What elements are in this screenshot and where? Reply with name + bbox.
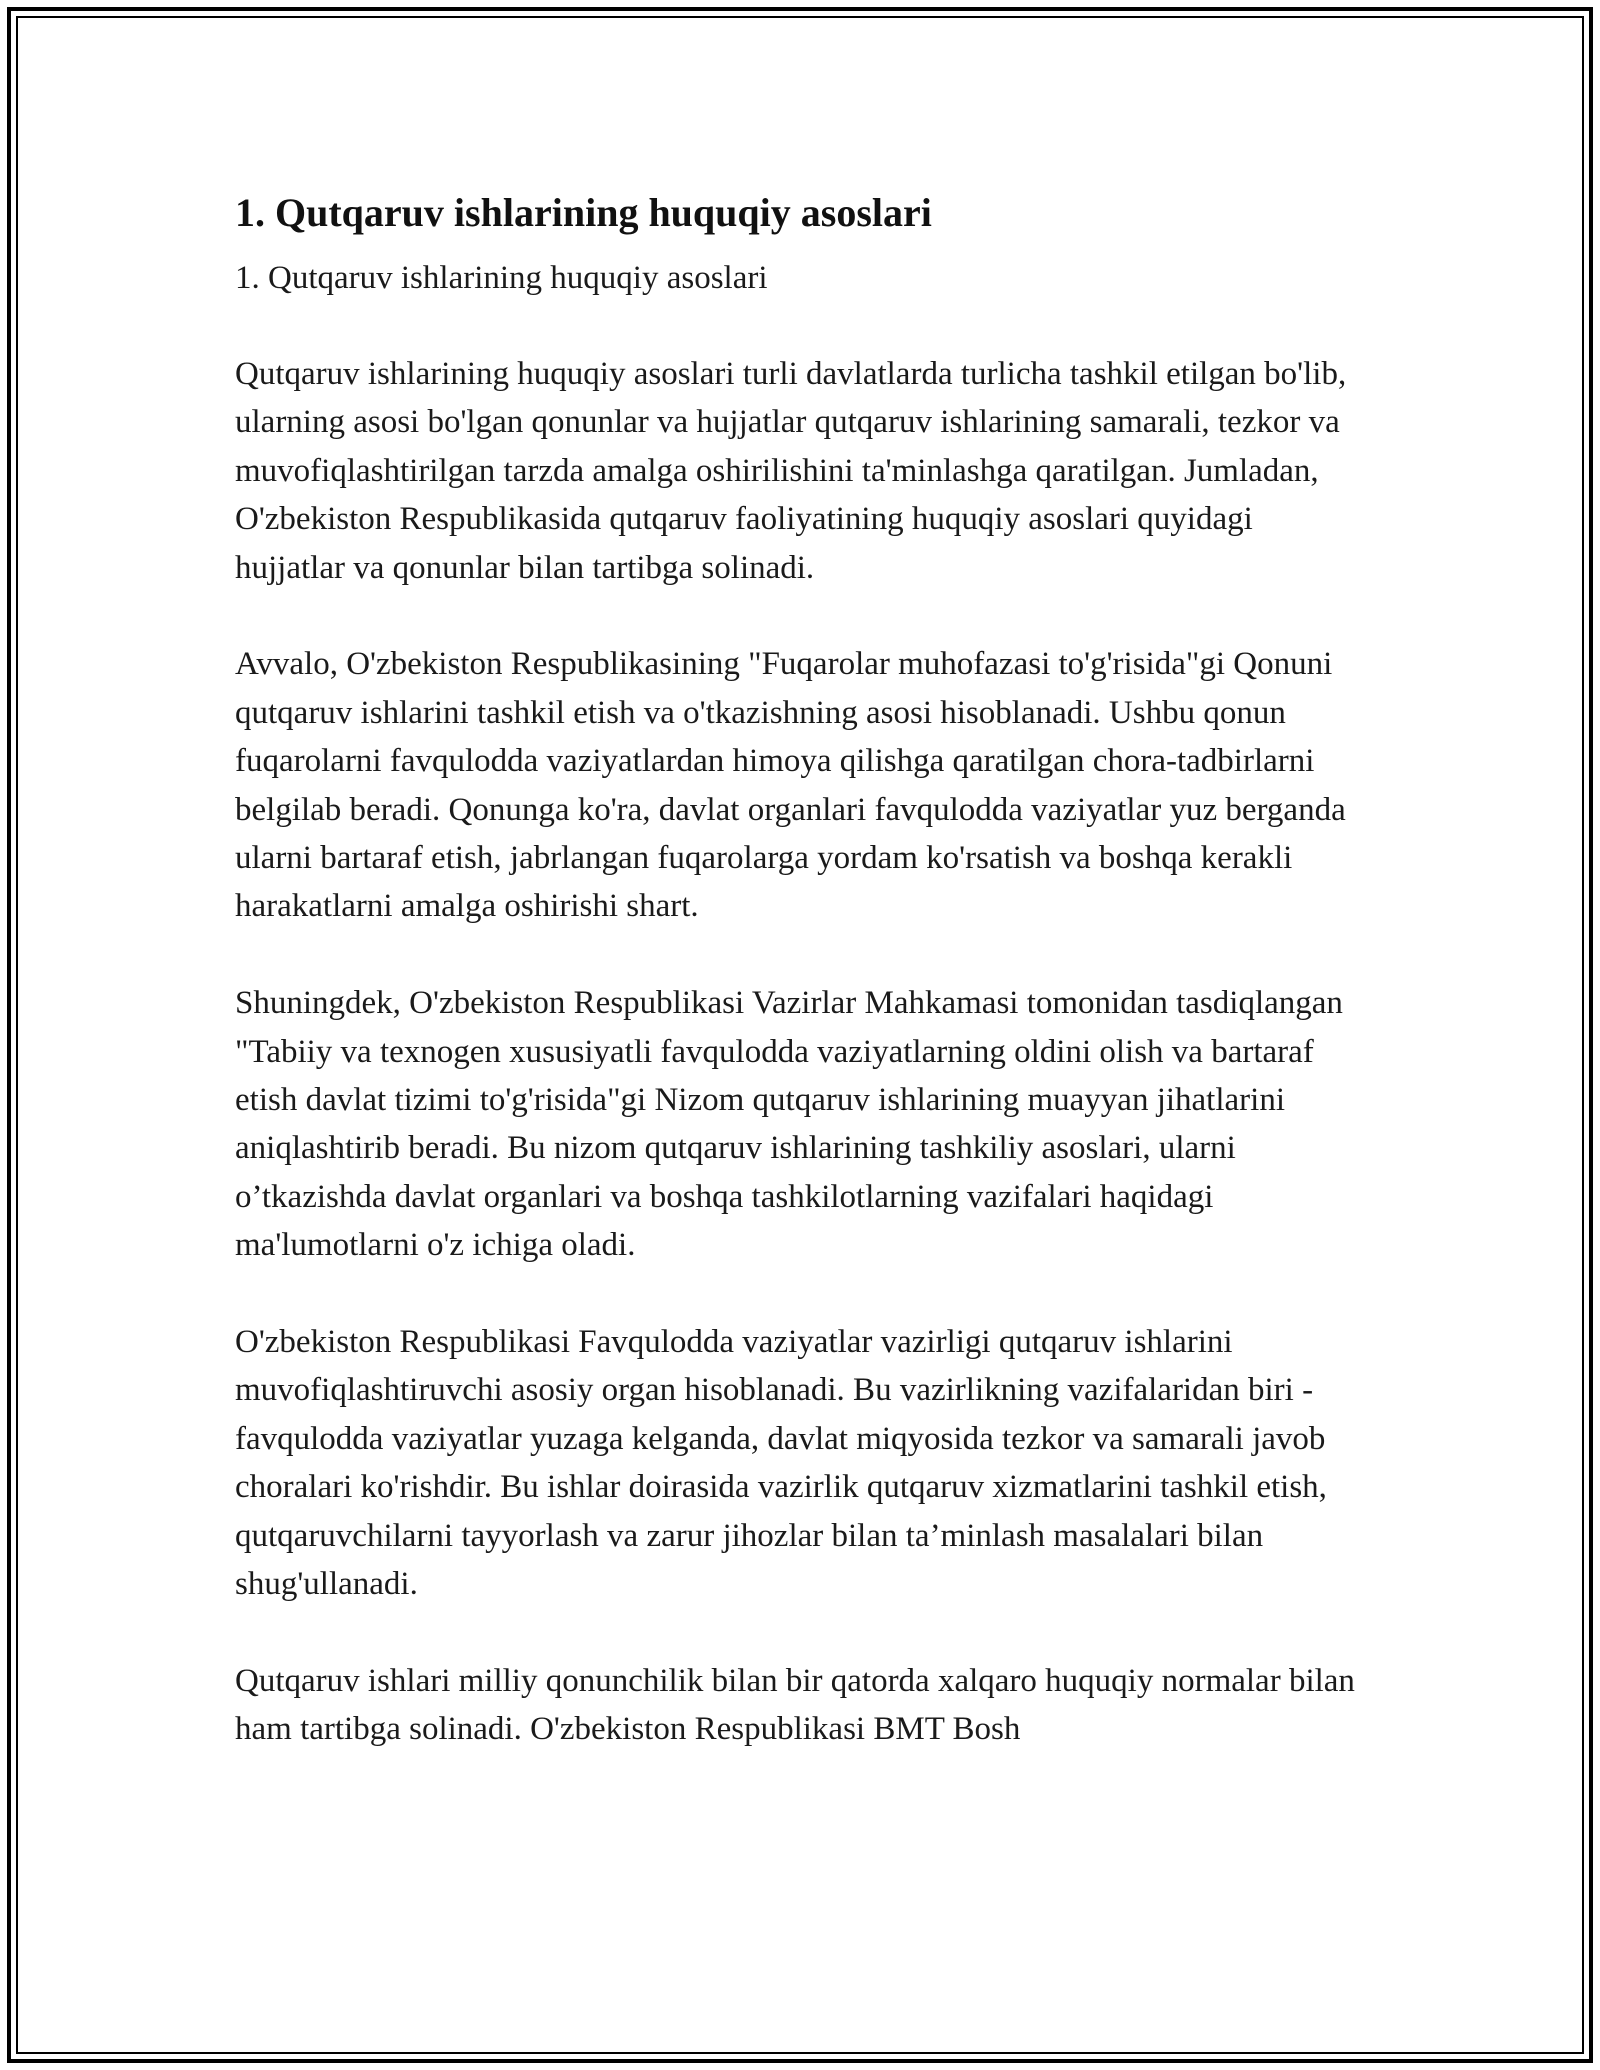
paragraph-5: Qutqaruv ishlari milliy qonunchilik bilan bir qatorda xalqaro huquqiy normalar bilan ham tartibga solinadi. O'zbekiston Respublikasi BMT Bosh xyxy=(235,1662,1355,1748)
document-body xyxy=(235,183,1365,1802)
paragraph-4: O'zbekiston Respublikasi Favqulodda vaziyatlar vazirligi qutqaruv ishlarini muvofiqlashtiruvchi asosiy organ hisoblanadi. Bu vazirlikning vazifalaridan biri - favqulodda vaziyatlar yuzaga kelganda, davlat miqyosida tezkor va samarali javob choralari ko'rishdir. Bu ishlar doirasida vazirlik qutqaruv xizmatlarini tashkil etish, qutqaruvchilarni tayyorlash va zarur jihozlar bilan ta’minlash masalalari bilan shug'ullanadi. xyxy=(235,1324,1327,1603)
document-heading: 1. Qutqaruv ishlarining huquqiy asoslari xyxy=(235,190,932,235)
paragraph-1: Qutqaruv ishlarining huquqiy asoslari turli davlatlarda turlicha tashkil etilgan bo'lib, ularning asosi bo'lgan qonunlar va hujjatlar qutqaruv ishlarining samarali, tezkor va muvofiqlashtirilgan tarzda amalga oshirilishini ta'minlashga qaratilgan. Jumladan, O'zbekiston Respublikasida qutqaruv faoliyatining huquqiy asoslari quyidagi hujjatlar va qonunlar bilan tartibga solinadi. xyxy=(235,356,1347,586)
document-subheading: 1. Qutqaruv ishlarining huquqiy asoslari xyxy=(235,260,768,296)
paragraph-2: Avvalo, O'zbekiston Respublikasining "Fuqarolar muhofazasi to'g'risida"gi Qonuni qutqaruv ishlarini tashkil etish va o'tkazishning asosi hisoblanadi. Ushbu qonun fuqarolarni favqulodda vaziyatlardan himoya qilishga qaratilgan chora-tadbirlarni belgilab beradi. Qonunga ko'ra, davlat organlari favqulodda vaziyatlar yuz berganda ularni bartaraf etish, jabrlangan fuqarolarga yordam ko'rsatish va boshqa kerakli harakatlarni amalga oshirishi shart. xyxy=(235,646,1346,925)
paragraph-3: Shuningdek, O'zbekiston Respublikasi Vazirlar Mahkamasi tomonidan tasdiqlangan "Tabiiy va texnogen xususiyatli favqulodda vaziyatlarning oldini olish va bartaraf etish davlat tizimi to'g'risida"gi Nizom qutqaruv ishlarining muayyan jihatlarini aniqlashtirib beradi. Bu nizom qutqaruv ishlarining tashkiliy asoslari, ularni o’tkazishda davlat organlari va boshqa tashkilotlarning vazifalari haqidagi ma'lumotlarni o'z ichiga oladi. xyxy=(235,985,1343,1264)
